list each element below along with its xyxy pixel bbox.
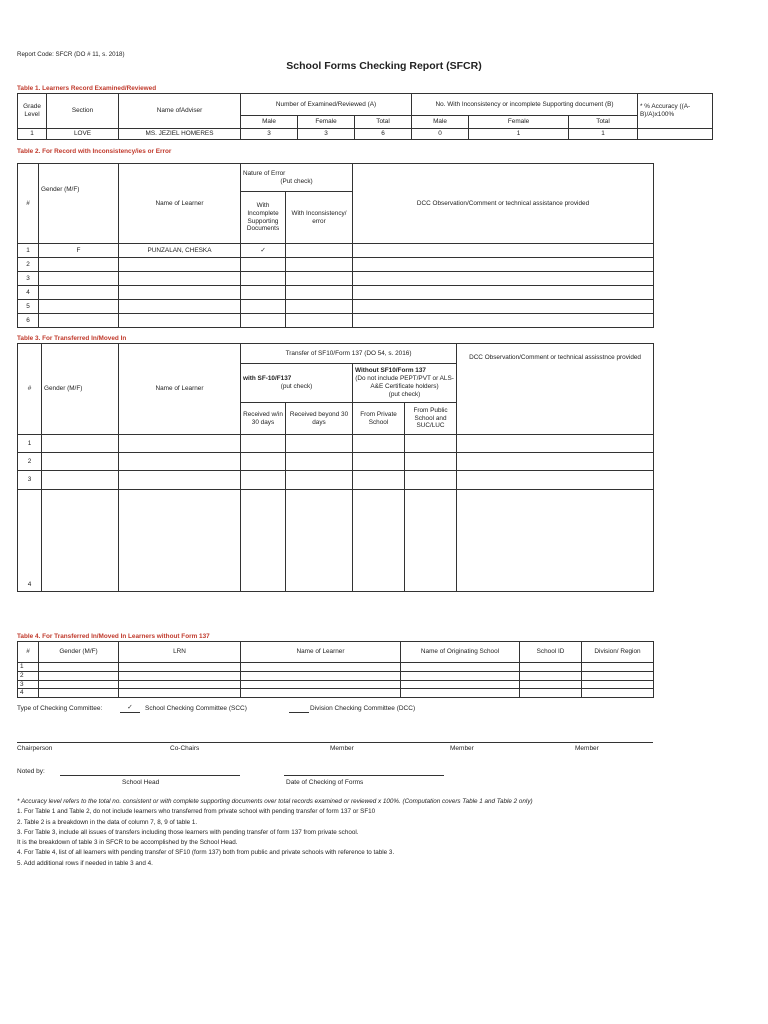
t1-accuracy xyxy=(638,129,713,140)
t2-gender: F xyxy=(39,244,119,258)
t2-gender xyxy=(39,286,119,300)
note-4: 4. For Table 4, list of all learners with pending transfer of SF10 (form 137) both from public and private schools with reference to table 3. xyxy=(17,849,395,857)
t2-name xyxy=(119,300,241,314)
report-code: Report Code: SFCR (DO # 11, s. 2018) xyxy=(17,51,125,58)
t4-cell xyxy=(241,671,401,680)
table1-caption: Table 1. Learners Record Examined/Reviewed xyxy=(17,85,157,92)
t1-h-total: Total xyxy=(355,116,412,129)
t2-incomplete-check: ✓ xyxy=(241,244,286,258)
t1-h-total2: Total xyxy=(569,116,638,129)
t3-h-within30: Received w/in 30 days xyxy=(241,403,286,435)
t3-cell xyxy=(119,453,241,471)
t2-name xyxy=(119,314,241,328)
school-head-label: School Head xyxy=(122,779,160,786)
table4-caption: Table 4. For Transferred In/Moved In Learners without Form 137 xyxy=(17,633,210,640)
t1-h-section: Section xyxy=(47,94,119,129)
t2-dcc xyxy=(353,258,654,272)
scc-label: School Checking Committee (SCC) xyxy=(145,705,247,712)
table-row xyxy=(18,490,654,592)
t2-dcc xyxy=(353,272,654,286)
table-row xyxy=(18,671,654,680)
t3-cell xyxy=(119,471,241,490)
t3-h-transfer: Transfer of SF10/Form 137 (DO 54, s. 2016) xyxy=(241,344,457,364)
table-row xyxy=(18,272,654,286)
t3-cell xyxy=(42,490,119,592)
t2-name xyxy=(119,272,241,286)
table2-caption: Table 2. For Record with Inconsistency/ies or Error xyxy=(17,148,172,155)
t3-cell xyxy=(241,471,286,490)
t3-h-with-check: (put check) xyxy=(280,383,313,390)
t3-h-beyond30: Received beyond 30 days xyxy=(286,403,353,435)
table-row xyxy=(18,663,654,672)
t3-cell xyxy=(353,453,405,471)
t3-cell xyxy=(286,490,353,592)
t3-cell xyxy=(286,453,353,471)
t2-h-gender: Gender (M/F) xyxy=(39,164,119,244)
t3-cell xyxy=(286,435,353,453)
t3-cell xyxy=(457,471,654,490)
footnotes xyxy=(17,797,757,869)
t3-cell xyxy=(353,471,405,490)
table3 xyxy=(17,343,654,592)
t4-cell xyxy=(401,680,520,689)
t4-h-region: Division/ Region xyxy=(582,642,654,663)
t2-inconsistency-check xyxy=(286,314,353,328)
t4-h-name: Name of Learner xyxy=(241,642,401,663)
t4-num: 3 xyxy=(18,680,39,689)
t1-h-examined: Number of Examined/Reviewed (A) xyxy=(241,94,412,116)
t3-cell xyxy=(405,435,457,453)
table-row xyxy=(18,680,654,689)
t2-h-nature-cell xyxy=(241,164,353,192)
t3-num: 4 xyxy=(18,490,42,592)
t3-cell xyxy=(241,490,286,592)
table-row xyxy=(18,286,654,300)
t4-cell xyxy=(582,671,654,680)
committee-label: Type of Checking Committee: xyxy=(17,705,103,712)
t3-h-num: # xyxy=(18,344,42,435)
t2-inconsistency-check xyxy=(286,286,353,300)
table1 xyxy=(17,93,713,140)
t3-h-with-cell xyxy=(241,364,353,403)
t4-cell xyxy=(520,689,582,698)
t3-h-private: From Private School xyxy=(353,403,405,435)
t2-incomplete-check xyxy=(241,286,286,300)
t3-cell xyxy=(457,453,654,471)
t4-cell xyxy=(582,689,654,698)
t1-b-male: 0 xyxy=(412,129,469,140)
t3-cell xyxy=(42,471,119,490)
signature-line xyxy=(17,742,653,743)
t2-num: 4 xyxy=(18,286,39,300)
t2-name: PUNZALAN, CHESKA xyxy=(119,244,241,258)
scc-checkbox[interactable]: ✓ xyxy=(120,703,140,713)
t4-h-school: Name of Originating School xyxy=(401,642,520,663)
t3-cell xyxy=(457,435,654,453)
t2-incomplete-check xyxy=(241,300,286,314)
t4-cell xyxy=(241,680,401,689)
t1-h-inconsistency: No. With Inconsistency or incomplete Supporting document (B) xyxy=(412,94,638,116)
t3-h-gender: Gender (M/F) xyxy=(42,344,119,435)
t4-cell xyxy=(39,680,119,689)
t3-h-without-check: (put check) xyxy=(388,390,421,398)
sig-member-3: Member xyxy=(575,745,599,752)
t4-cell xyxy=(39,671,119,680)
t2-gender xyxy=(39,314,119,328)
t3-h-without: Without SF10/Form 137 xyxy=(355,367,426,375)
t2-incomplete-check xyxy=(241,258,286,272)
t2-h-inconsistency: With Inconsistency/ error xyxy=(286,192,353,244)
t3-h-name: Name of Learner xyxy=(119,344,241,435)
t4-num: 1 xyxy=(18,663,39,672)
t4-cell xyxy=(119,680,241,689)
sig-member-2: Member xyxy=(450,745,474,752)
t4-cell xyxy=(401,663,520,672)
t4-cell xyxy=(119,671,241,680)
t4-cell xyxy=(520,663,582,672)
t3-cell xyxy=(286,471,353,490)
t2-h-name: Name of Learner xyxy=(119,164,241,244)
t2-num: 6 xyxy=(18,314,39,328)
t3-num: 1 xyxy=(18,435,42,453)
t1-h-adviser: Name ofAdviser xyxy=(119,94,241,129)
t4-cell xyxy=(241,663,401,672)
t4-cell xyxy=(582,680,654,689)
t2-num: 5 xyxy=(18,300,39,314)
t1-b-total: 1 xyxy=(569,129,638,140)
t4-cell xyxy=(39,689,119,698)
date-checking-label: Date of Checking of Forms xyxy=(286,779,364,786)
table-row xyxy=(18,129,713,140)
t3-cell xyxy=(42,435,119,453)
table4 xyxy=(17,641,654,698)
t2-inconsistency-check xyxy=(286,244,353,258)
table3-caption: Table 3. For Transferred In/Moved In xyxy=(17,335,127,342)
t1-h-male: Male xyxy=(241,116,298,129)
t1-adviser: MS. JEZIEL HOMERES xyxy=(119,129,241,140)
t4-cell xyxy=(401,689,520,698)
t2-h-nature: Nature of Error xyxy=(243,169,286,177)
noted-by: Noted by: xyxy=(17,768,45,775)
t1-h-male2: Male xyxy=(412,116,469,129)
t1-b-female: 1 xyxy=(469,129,569,140)
t2-name xyxy=(119,286,241,300)
sig-chairperson: Chairperson xyxy=(17,745,53,752)
t4-h-gender: Gender (M/F) xyxy=(39,642,119,663)
t2-num: 3 xyxy=(18,272,39,286)
t3-cell xyxy=(353,435,405,453)
t3-num: 3 xyxy=(18,471,42,490)
note-5: 5. Add additional rows if needed in table 3 and 4. xyxy=(17,859,153,867)
t3-h-without-cell xyxy=(353,364,457,403)
t1-grade: 1 xyxy=(18,129,47,140)
t4-num: 2 xyxy=(18,671,39,680)
t2-dcc xyxy=(353,244,654,258)
t3-cell xyxy=(241,435,286,453)
t3-num: 2 xyxy=(18,453,42,471)
t2-dcc xyxy=(353,314,654,328)
dcc-label: Division Checking Committee (DCC) xyxy=(310,705,416,712)
school-head-line xyxy=(60,775,240,776)
t1-h-female: Female xyxy=(298,116,355,129)
note-3: 3. For Table 3, include all issues of transfers including those learners with pending transfer of form 137 from private school. xyxy=(17,828,359,836)
t3-cell xyxy=(42,453,119,471)
t2-gender xyxy=(39,258,119,272)
table-row xyxy=(18,258,654,272)
table-row xyxy=(18,300,654,314)
t1-h-female2: Female xyxy=(469,116,569,129)
t3-cell xyxy=(405,490,457,592)
t2-gender xyxy=(39,272,119,286)
t3-h-public: From Public School and SUC/LUC xyxy=(405,403,457,435)
table-row xyxy=(18,314,654,328)
t1-a-female: 3 xyxy=(298,129,355,140)
t4-cell xyxy=(119,689,241,698)
t4-cell xyxy=(582,663,654,672)
t3-h-dcc: DCC Observation/Comment or technical assisstnce provided xyxy=(457,344,654,435)
t2-h-dcc: DCC Observation/Comment or technical assistance provided xyxy=(353,164,654,244)
t1-h-grade: Grade Level xyxy=(18,94,47,129)
t4-h-id: School ID xyxy=(520,642,582,663)
t2-name xyxy=(119,258,241,272)
t1-h-accuracy: * % Accuracy ((A-B)/A)x100% xyxy=(638,94,713,129)
t2-incomplete-check xyxy=(241,272,286,286)
t2-inconsistency-check xyxy=(286,300,353,314)
t2-num: 1 xyxy=(18,244,39,258)
t4-cell xyxy=(520,680,582,689)
t1-a-male: 3 xyxy=(241,129,298,140)
t3-cell xyxy=(241,453,286,471)
t4-cell xyxy=(520,671,582,680)
sig-cochairs: Co-Chairs xyxy=(170,745,200,752)
page-title: School Forms Checking Report (SFCR) xyxy=(286,60,482,72)
t2-gender xyxy=(39,300,119,314)
table2 xyxy=(17,163,654,328)
t3-cell xyxy=(405,453,457,471)
t3-cell xyxy=(119,490,241,592)
t2-num: 2 xyxy=(18,258,39,272)
t3-cell xyxy=(457,490,654,592)
t4-cell xyxy=(241,689,401,698)
table-row xyxy=(18,435,654,453)
table-row xyxy=(18,453,654,471)
t2-h-incomplete: With Incomplete Supporting Documents xyxy=(241,192,286,244)
t4-cell xyxy=(401,671,520,680)
t3-h-with: with SF-10/F137 xyxy=(243,375,292,383)
date-line xyxy=(284,775,444,776)
table-row xyxy=(18,244,654,258)
dcc-checkbox[interactable] xyxy=(289,712,309,713)
t2-dcc xyxy=(353,286,654,300)
sig-member-1: Member xyxy=(330,745,354,752)
t2-incomplete-check xyxy=(241,314,286,328)
table-row xyxy=(18,471,654,490)
t4-cell xyxy=(119,663,241,672)
t4-cell xyxy=(39,663,119,672)
t2-dcc xyxy=(353,300,654,314)
t1-a-total: 6 xyxy=(355,129,412,140)
t4-num: 4 xyxy=(18,689,39,698)
note-accuracy: * Accuracy level refers to the total no. consistent or with complete supporting documents over total records examined or reviewed x 100%. (Computation covers Table 1 and Table 2 only) xyxy=(17,798,533,805)
t3-cell xyxy=(353,490,405,592)
t3-cell xyxy=(405,471,457,490)
t2-inconsistency-check xyxy=(286,272,353,286)
t4-h-num: # xyxy=(18,642,39,663)
note-1: 1. For Table 1 and Table 2, do not include learners who transferred from private school with pending transfer of form 137 or SF10 xyxy=(17,808,376,816)
t2-h-num: # xyxy=(18,164,39,244)
t3-h-without-note: (Do not include PEPT/PVT or ALS-A&E Certificate holders) xyxy=(355,375,454,390)
note-3b: It is the breakdown of table 3 in SFCR to be accomplished by the School Head. xyxy=(17,839,238,847)
t3-cell xyxy=(119,435,241,453)
table-row xyxy=(18,689,654,698)
t2-h-putcheck: (Put check) xyxy=(280,177,313,185)
note-2: 2. Table 2 is a breakdown in the data of column 7, 8, 9 of table 1. xyxy=(17,818,198,826)
t1-section: LOVE xyxy=(47,129,119,140)
t4-h-lrn: LRN xyxy=(119,642,241,663)
t2-inconsistency-check xyxy=(286,258,353,272)
